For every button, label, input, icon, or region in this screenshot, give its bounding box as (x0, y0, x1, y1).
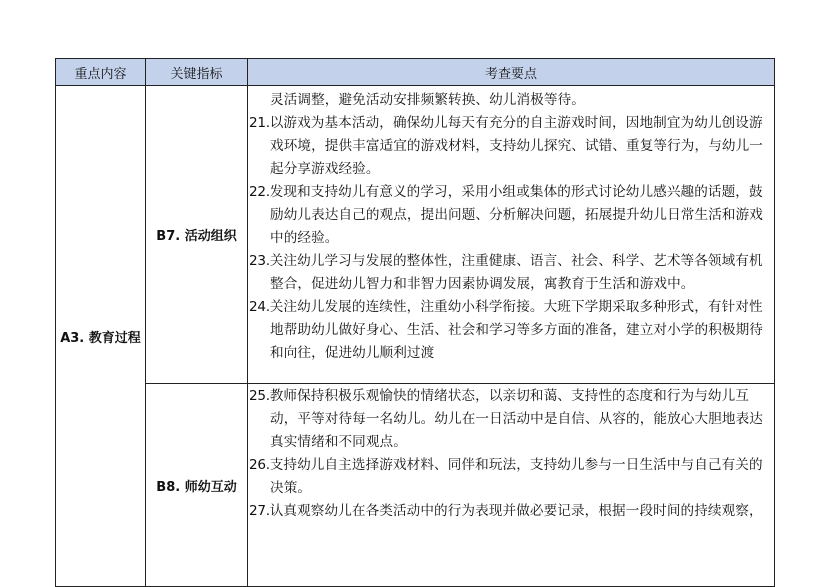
item-text: 教师保持积极乐观愉快的情绪状态，以亲切和蔼、支持性的态度和行为与幼儿互动，平等对待每一名幼儿。幼儿在一日活动中是自信、从容的，能放心大胆地表达真实情绪和不同观点。 (269, 388, 763, 450)
item-number: 26. (249, 457, 270, 473)
section-a3-cell: A3. 教育过程 (56, 86, 146, 587)
table-row (56, 384, 775, 587)
header-check-points: 考查要点 (248, 59, 775, 86)
item-text: 发现和支持幼儿有意义的学习，采用小组或集体的形式讨论幼儿感兴趣的话题，鼓励幼儿表达自己的观点，提出问题、分析解决问题，拓展提升幼儿日常生活和游戏中的经验。 (269, 184, 763, 246)
indicator-b7-items (248, 86, 775, 384)
item-number: 25. (249, 388, 270, 404)
header-key-content: 重点内容 (56, 59, 146, 86)
item-number: 23. (249, 253, 270, 269)
item-number: 21. (249, 115, 270, 131)
indicator-b7-cell: B7. 活动组织 (146, 86, 248, 384)
item-text: 灵活调整，避免活动安排频繁转换、幼儿消极等待。 (270, 92, 585, 108)
list-item (248, 112, 774, 181)
list-item (248, 296, 774, 365)
item-text: 关注幼儿发展的连续性，注重幼小科学衔接。大班下学期采取多种形式，有针对性地帮助幼儿做好身心、生活、社会和学习等多方面的准备，建立对小学的积极期待和向往，促进幼儿顺利过渡 (269, 299, 763, 361)
list-item (248, 454, 774, 500)
item-number: 27. (249, 503, 270, 519)
item-number: 22. (249, 184, 270, 200)
table-row (56, 86, 775, 384)
item-number: 24. (249, 299, 270, 315)
list-item (248, 500, 774, 523)
indicator-b8-items (248, 384, 775, 587)
list-item (248, 250, 774, 296)
list-item (248, 89, 774, 112)
header-key-indicator: 关键指标 (146, 59, 248, 86)
item-text: 认真观察幼儿在各类活动中的行为表现并做必要记录，根据一段时间的持续观察， (269, 503, 763, 519)
table-header-row (56, 59, 775, 86)
evaluation-table (55, 58, 775, 587)
item-text: 关注幼儿学习与发展的整体性，注重健康、语言、社会、科学、艺术等各领域有机整合，促进幼儿智力和非智力因素协调发展，寓教育于生活和游戏中。 (269, 253, 763, 292)
indicator-b8-cell: B8. 师幼互动 (146, 384, 248, 587)
item-text: 以游戏为基本活动，确保幼儿每天有充分的自主游戏时间，因地制宜为幼儿创设游戏环境，提供丰富适宜的游戏材料，支持幼儿探究、试错、重复等行为，与幼儿一起分享游戏经验。 (269, 115, 763, 177)
list-item (248, 181, 774, 250)
list-item (248, 385, 774, 454)
item-text: 支持幼儿自主选择游戏材料、同伴和玩法，支持幼儿参与一日生活中与自己有关的决策。 (269, 457, 763, 496)
